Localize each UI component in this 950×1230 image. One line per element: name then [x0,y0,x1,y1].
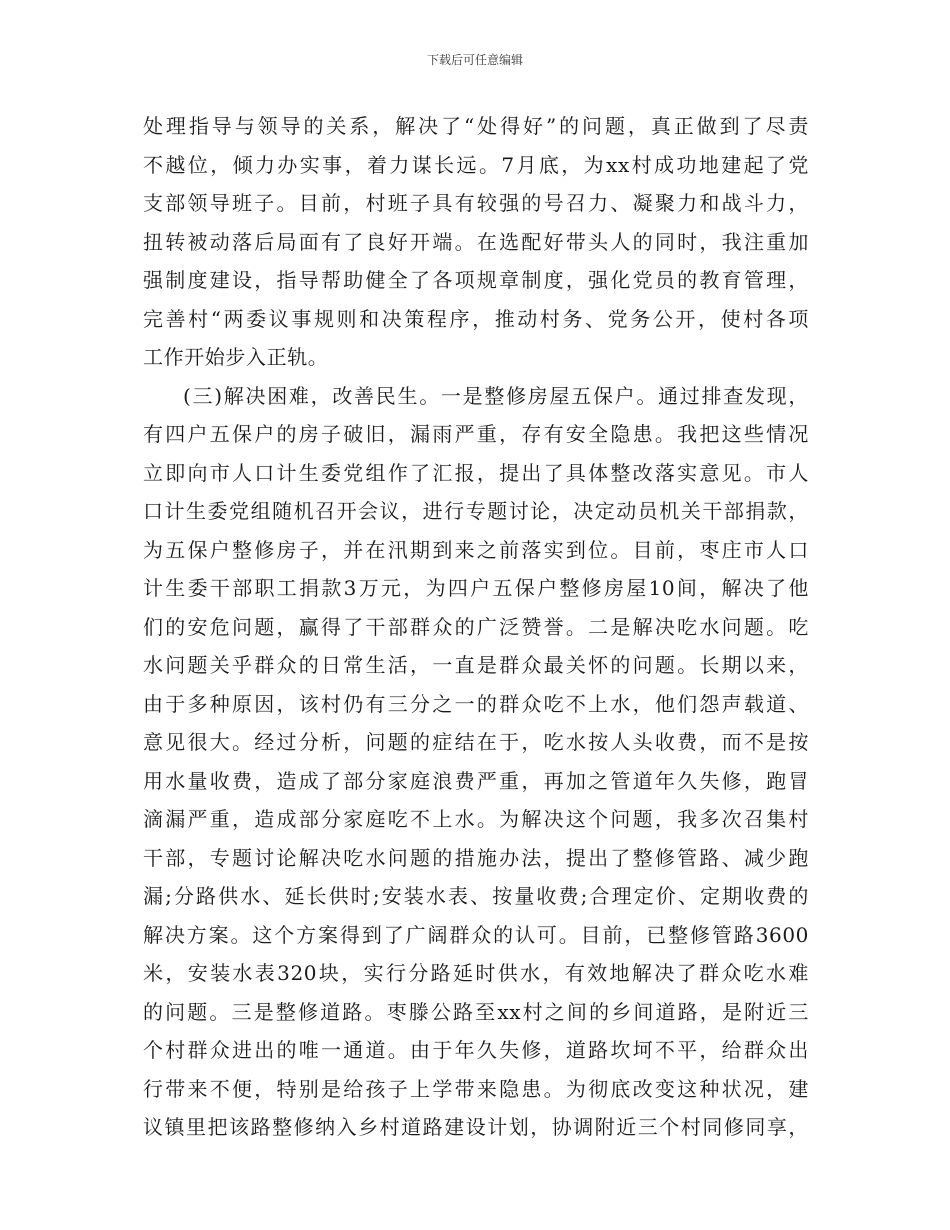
document-body [143,107,809,1147]
text-line: 议镇里把该路整修纳入乡村道路建设计划，协调附近三个村同修同享， [143,1115,809,1139]
text-line: 们的安危问题，赢得了干部群众的广泛赞誉。二是解决吃水问题。吃 [143,614,809,639]
text-line: 个村群众进出的唯一通道。由于年久失修，道路坎坷不平，给群众出 [143,1038,809,1062]
text-line: 扭转被动落后局面有了良好开端。在选配好带头人的同时，我注重加 [143,229,809,254]
text-line: 计生委干部职工捐款3万元，为四户五保户整修房屋10间，解决了他 [143,576,809,600]
text-line: 强制度建设，指导帮助健全了各项规章制度，强化党员的教育管理， [143,268,809,292]
text-line: 处理指导与领导的关系，解决了“处得好”的问题，真正做到了尽责 [143,114,809,138]
text-line: 干部，专题讨论解决吃水问题的措施办法，提出了整修管路、减少跑 [143,845,809,870]
text-line: 不越位，倾力办实事，着力谋长远。7月底，为xx村成功地建起了党 [143,152,809,177]
text-line: 的问题。三是整修道路。枣滕公路至xx村之间的乡间道路，是附近三 [143,999,809,1024]
text-line: 口计生委党组随机召开会议，进行专题讨论，决定动员机关干部捐款， [143,499,809,523]
text-line: 由于多种原因，该村仍有三分之一的群众吃不上水，他们怨声载道、 [143,691,809,716]
text-line: 有四户五保户的房子破旧，漏雨严重，存有安全隐患。我把这些情况 [143,422,809,446]
text-line: 滴漏严重，造成部分家庭吃不上水。为解决这个问题，我多次召集村 [143,807,809,831]
text-line: 工作开始步入正轨。 [143,345,329,369]
text-line: 行带来不便，特别是给孩子上学带来隐患。为彻底改变这种状况，建 [143,1076,809,1101]
text-line: 意见很大。经过分析，问题的症结在于，吃水按人头收费，而不是按 [143,730,809,754]
text-line: 用水量收费，造成了部分家庭浪费严重，再加之管道年久失修，跑冒 [143,768,809,793]
page-header: 下载后可任意编辑 [426,53,523,67]
text-line: 为五保户整修房子，并在汛期到来之前落实到位。目前，枣庄市人口 [143,537,809,562]
text-line: 完善村“两委议事规则和决策程序，推动村务、党务公开，使村各项 [143,306,809,331]
text-line: (三)解决困难，改善民生。一是整修房屋五保户。通过排查发现， [183,383,809,408]
text-line: 立即向市人口计生委党组作了汇报，提出了具体整改落实意见。市人 [143,460,809,485]
text-line: 支部领导班子。目前，村班子具有较强的号召力、凝聚力和战斗力， [143,191,809,215]
text-line: 解决方案。这个方案得到了广阔群众的认可。目前，已整修管路3600 [143,922,809,947]
text-line: 漏;分路供水、延长供时;安装水表、按量收费;合理定价、定期收费的 [143,884,809,908]
text-line: 米，安装水表320块，实行分路延时供水，有效地解决了群众吃水难 [143,961,809,985]
text-line: 水问题关乎群众的日常生活，一直是群众最关怀的问题。长期以来， [143,653,809,677]
